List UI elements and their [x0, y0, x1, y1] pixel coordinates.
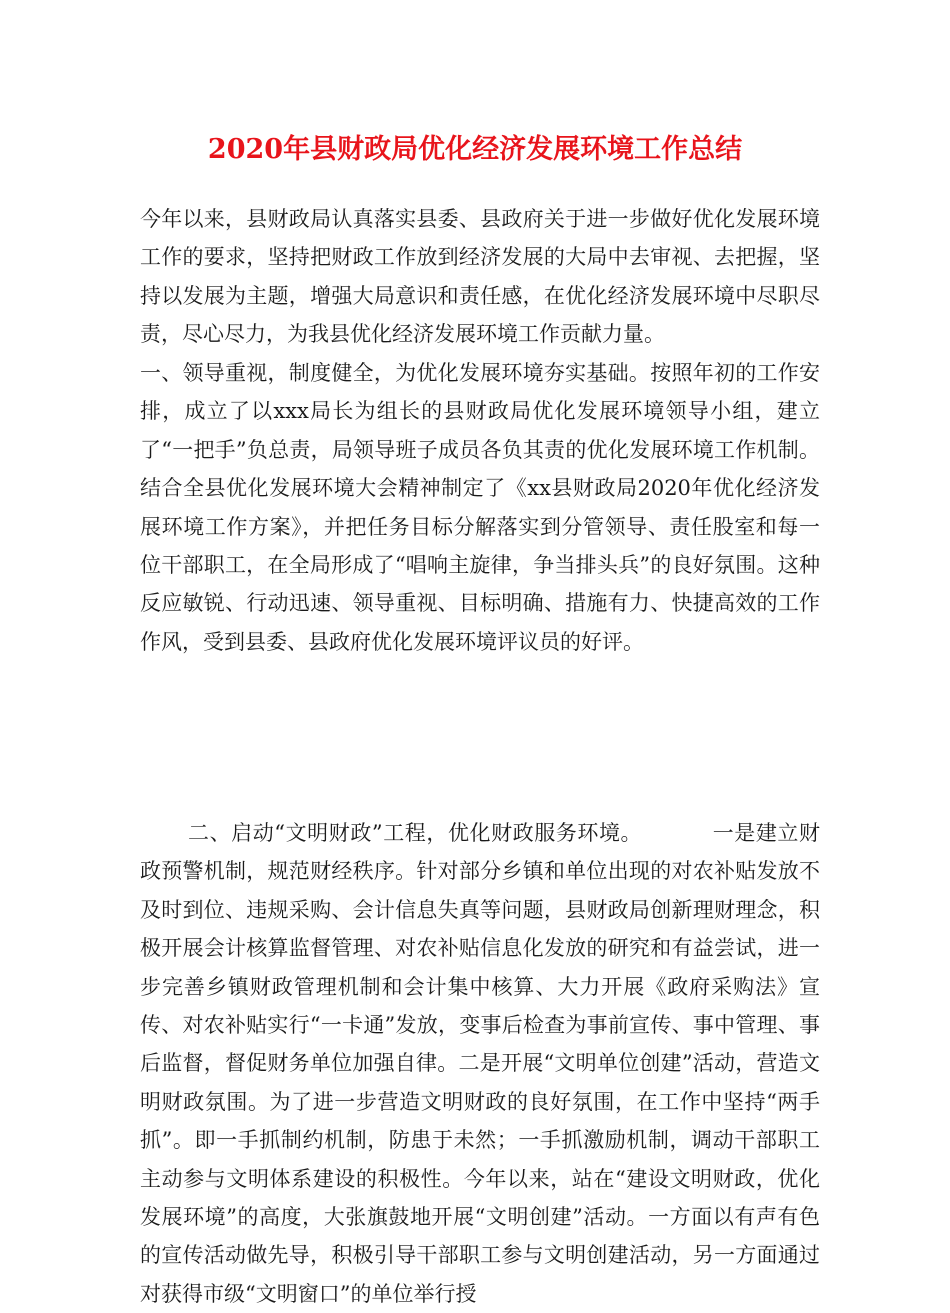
document-body [140, 200, 820, 1313]
document-title: 2020年县财政局优化经济发展环境工作总结 [207, 134, 743, 165]
section-two-text: 一是建立财政预警机制，规范财经秩序。针对部分乡镇和单位出现的对农补贴发放不及时到位、违规采购、会计信息失真等问题，县财政局创新理财理念，积极开展会计核算监督管理、对农补贴信息化发放的研究和有益尝试，进一步完善乡镇财政管理机制和会计集中核算、大力开展《政府采购法》宣传、对农补贴实行“一卡通”发放，变事后检查为事前宣传、事中管理、事后监督，督促财务单位加强自律。二是开展“文明单位创建”活动，营造文明财政氛围。为了进一步营造文明财政的良好氛围，在工作中坚持“两手抓”。即一手抓制约机制，防患于未然；一手抓激励机制，调动干部职工主动参与文明体系建设的积极性。今年以来，站在“建设文明财政，优化发展环境”的高度，大张旗鼓地开展“文明创建”活动。一方面以有声有色的宣传活动做先导，积极引导干部职工参与文明创建活动，另一方面通过对获得市级“文明窗口”的单位举行授 [140, 821, 820, 1306]
intro-paragraph: 今年以来，县财政局认真落实县委、县政府关于进一步做好优化发展环境工作的要求，坚持把财政工作放到经济发展的大局中去审视、去把握，坚持以发展为主题，增强大局意识和责任感，在优化经济发展环境中尽职尽责，尽心尽力，为我县优化经济发展环境工作贡献力量。 [140, 207, 820, 347]
section-two-heading: 二、启动“文明财政”工程，优化财政服务环境。 [188, 821, 643, 845]
section-two-paragraph [140, 814, 820, 1313]
section-one-paragraph: 一、领导重视，制度健全，为优化发展环境夯实基础。按照年初的工作安排，成立了以xxx局长为组长的县财政局优化发展环境领导小组，建立了“一把手”负总责，局领导班子成员各负其责的优化发展环境工作机制。结合全县优化发展环境大会精神制定了《xx县财政局2020年优化经济发展环境工作方案》，并把任务目标分解落实到分管领导、责任股室和每一位干部职工，在全局形成了“唱响主旋律，争当排头兵”的良好氛围。这种反应敏锐、行动迅速、领导重视、目标明确、措施有力、快捷高效的工作作风，受到县委、县政府优化发展环境评议员的好评。 [140, 361, 820, 654]
